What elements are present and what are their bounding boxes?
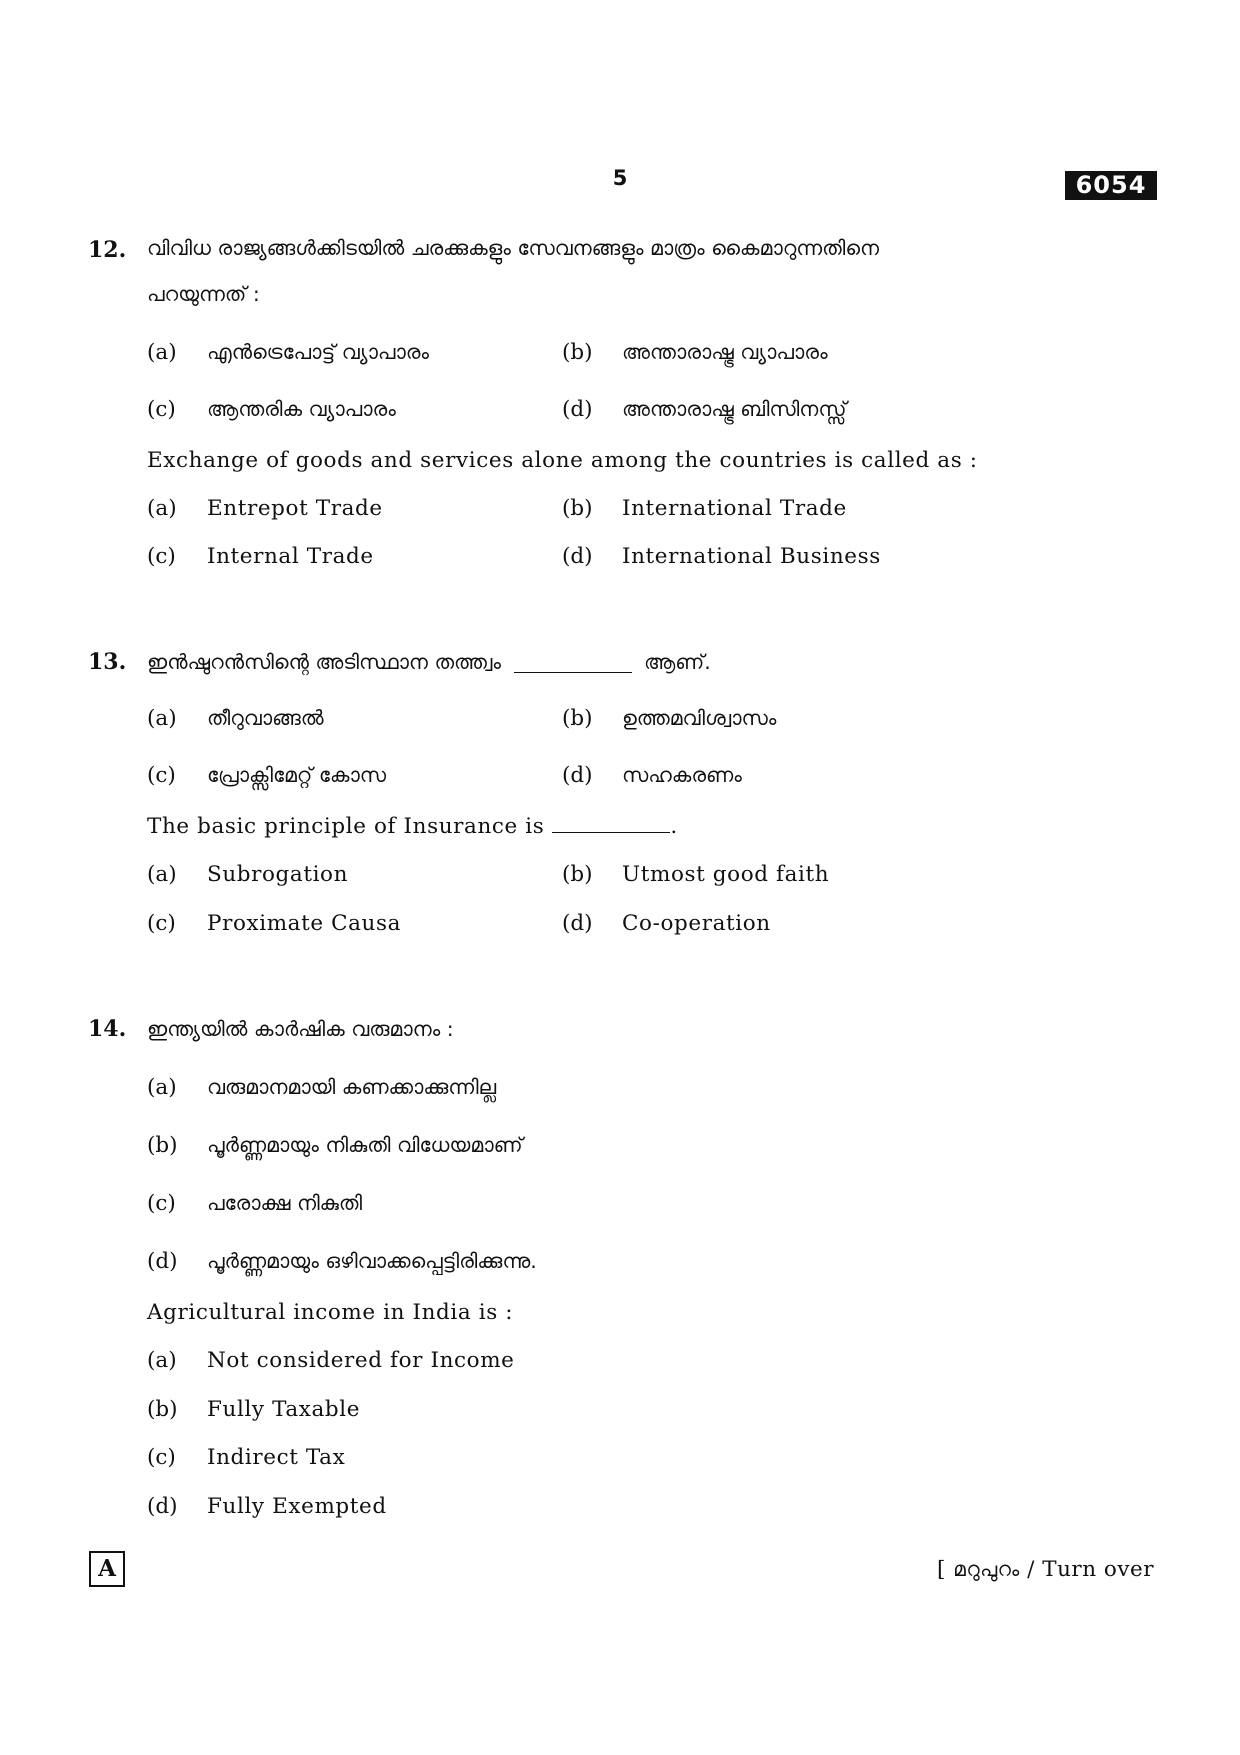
option-text-en: Subrogation [207, 862, 349, 887]
option-label: (b) [562, 496, 593, 521]
option-label: (a) [147, 1348, 177, 1373]
version-letter-box: A [89, 1551, 125, 1587]
option-text-ml: എൻട്രെപോട്ട് വ്യാപാരം [207, 340, 429, 364]
option-label: (c) [147, 1445, 176, 1470]
page-number: 5 [612, 166, 628, 190]
option-label: (c) [147, 397, 176, 422]
option-text-en: Fully Exempted [207, 1494, 387, 1519]
question-text-ml-before: ഇൻഷുറൻസിന്റെ അടിസ്ഥാന തത്ത്വം [147, 650, 501, 674]
option-label: (c) [147, 763, 176, 788]
option-text-en: International Trade [622, 496, 847, 521]
option-text-en: Internal Trade [207, 544, 374, 569]
option-text-ml: പ്രോക്സിമേറ്റ് കോസ [207, 763, 387, 787]
option-label: (d) [562, 397, 593, 422]
option-text-ml: ആന്തരിക വ്യാപാരം [207, 397, 396, 421]
option-text-ml: വരുമാനമായി കണക്കാക്കുന്നില്ല [207, 1075, 497, 1099]
option-text-ml: സഹകരണം [622, 763, 742, 787]
option-text-en: Utmost good faith [622, 862, 830, 887]
option-text-en: Entrepot Trade [207, 496, 383, 521]
option-text-ml: ഉത്തമവിശ്വാസം [622, 706, 777, 730]
option-label: (b) [562, 862, 593, 887]
option-label: (d) [147, 1494, 178, 1519]
turn-over-bracket: [ [937, 1557, 946, 1582]
turn-over-ml: മറുപുറം [953, 1557, 1020, 1581]
option-text-en: Co-operation [622, 911, 771, 936]
turn-over-note [937, 1557, 1154, 1582]
option-text-ml: അന്താരാഷ്ട്ര ബിസിനസ്സ് [622, 397, 847, 421]
paper-code-badge: 6054 [1065, 171, 1157, 200]
question-number: 14. [88, 1016, 127, 1042]
question-text-ml-after: ആണ്. [644, 650, 711, 674]
question-text-en-after: . [670, 814, 678, 839]
question-text-ml: വിവിധ രാജ്യങ്ങൾക്കിടയിൽ ചരക്കുകളും സേവനങ്ങളും മാത്രം കൈമാറുന്നതിനെ [147, 236, 879, 260]
option-label: (b) [562, 706, 593, 731]
option-label: (a) [147, 706, 177, 731]
question-text-en: Agricultural income in India is : [147, 1300, 514, 1325]
option-text-en: Fully Taxable [207, 1397, 361, 1422]
option-text-ml: പരോക്ഷ നികുതി [207, 1191, 363, 1215]
question-number: 12. [88, 237, 127, 263]
option-label: (d) [562, 911, 593, 936]
question-number: 13. [88, 649, 127, 675]
question-text-ml-continued: പറയുന്നത് : [147, 282, 260, 306]
option-text-ml: പൂർണ്ണമായും നികുതി വിധേയമാണ് [207, 1133, 523, 1157]
option-text-en: Proximate Causa [207, 911, 402, 936]
option-text-en: Indirect Tax [207, 1445, 346, 1470]
option-label: (d) [562, 544, 593, 569]
option-text-ml: അന്താരാഷ്ട്ര വ്യാപാരം [622, 340, 828, 364]
turn-over-en: Turn over [1042, 1557, 1154, 1582]
question-text-ml [147, 650, 711, 675]
option-label: (d) [147, 1249, 178, 1274]
option-label: (c) [147, 1191, 176, 1216]
question-text-en-before: The basic principle of Insurance is [147, 814, 545, 839]
option-label: (b) [562, 340, 593, 365]
option-text-ml: തീറുവാങ്ങൽ [207, 706, 324, 730]
question-text-en: Exchange of goods and services alone among the countries is called as : [147, 448, 978, 473]
option-text-ml: പൂർണ്ണമായും ഒഴിവാക്കപ്പെട്ടിരിക്കുന്നു. [207, 1249, 537, 1273]
option-label: (b) [147, 1133, 178, 1158]
option-text-en: International Business [622, 544, 881, 569]
question-text-en [147, 814, 678, 839]
turn-over-separator: / [1027, 1557, 1035, 1582]
option-text-en: Not considered for Income [207, 1348, 515, 1373]
option-label: (a) [147, 340, 177, 365]
answer-blank [552, 832, 670, 833]
option-label: (a) [147, 862, 177, 887]
option-label: (b) [147, 1397, 178, 1422]
option-label: (a) [147, 496, 177, 521]
option-label: (c) [147, 544, 176, 569]
option-label: (a) [147, 1075, 177, 1100]
option-label: (d) [562, 763, 593, 788]
answer-blank [514, 672, 632, 673]
question-text-ml: ഇന്ത്യയിൽ കാർഷിക വരുമാനം : [147, 1017, 454, 1041]
option-label: (c) [147, 911, 176, 936]
